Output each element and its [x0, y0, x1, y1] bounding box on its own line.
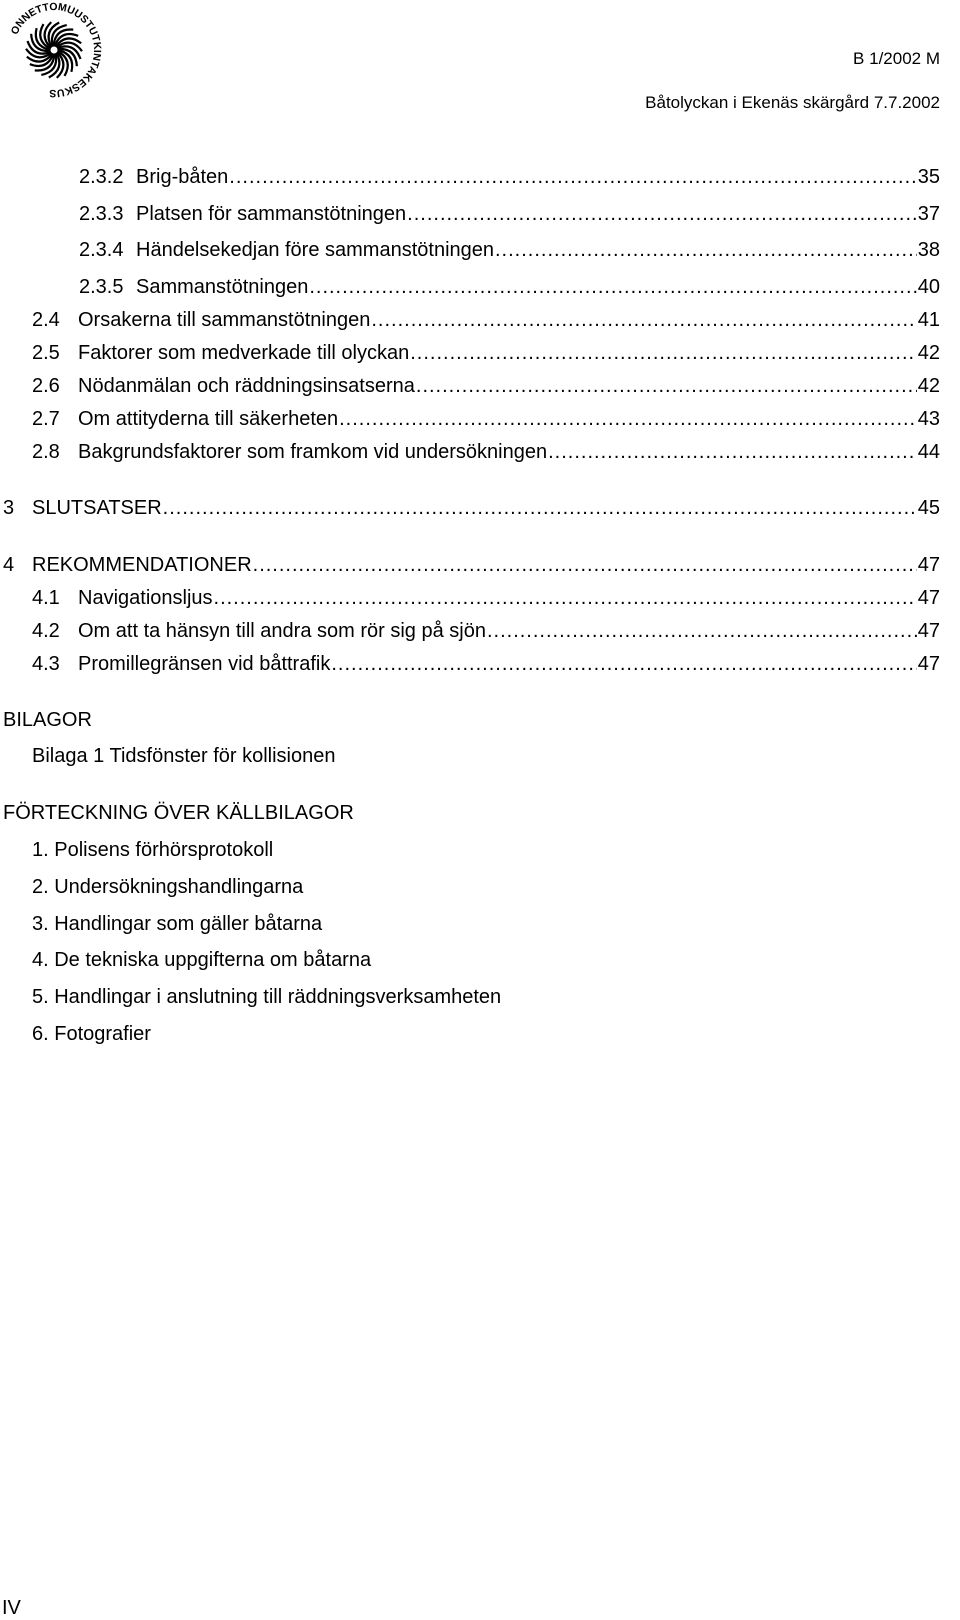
toc-entry	[3, 497, 940, 520]
toc-leader	[339, 408, 917, 431]
toc-leader	[309, 276, 916, 299]
source-item: 3. Handlingar som gäller båtarna	[32, 913, 323, 935]
toc-entry	[79, 166, 940, 189]
toc-number: 3	[3, 497, 15, 519]
toc-title: Om att ta hänsyn till andra som rör sig på sjön	[78, 620, 486, 642]
toc-title: Navigationsljus	[78, 587, 213, 609]
toc-page: 44	[917, 441, 940, 463]
toc-leader	[416, 375, 917, 398]
toc-title: Händelsekedjan före sammanstötningen	[136, 239, 494, 261]
toc-entry	[79, 239, 940, 262]
toc-number: 4.2	[32, 620, 60, 642]
source-item: 2. Undersökningshandlingarna	[32, 876, 304, 898]
toc-page: 47	[917, 620, 940, 642]
source-item: 5. Handlingar i anslutning till räddningsverksamheten	[32, 986, 502, 1008]
toc-number: 2.8	[32, 441, 60, 463]
toc-page: 41	[917, 309, 940, 331]
toc-entry	[32, 408, 940, 431]
page-number: IV	[2, 1597, 21, 1619]
toc-leader	[214, 587, 917, 610]
toc-title: Platsen för sammanstötningen	[136, 203, 407, 225]
toc-title: Promillegränsen vid båttrafik	[78, 653, 331, 675]
toc-number: 2.4	[32, 309, 60, 331]
toc-number: 4	[3, 554, 15, 576]
toc-page: 45	[917, 497, 940, 519]
toc-entry	[32, 653, 940, 676]
toc-leader	[331, 653, 916, 676]
source-item: 1. Polisens förhörsprotokoll	[32, 839, 274, 861]
appendix-item: Bilaga 1 Tidsfönster för kollisionen	[32, 745, 336, 767]
toc-page: 38	[917, 239, 940, 261]
toc-entry	[79, 203, 940, 226]
agency-logo	[6, 2, 102, 98]
toc-leader	[407, 203, 917, 226]
swirl-emblem	[26, 22, 82, 78]
toc-leader	[487, 620, 917, 643]
toc-entry	[32, 620, 940, 643]
toc-title: Bakgrundsfaktorer som framkom vid undersökningen	[78, 441, 548, 463]
toc-leader	[253, 554, 917, 577]
toc-entry	[32, 309, 940, 332]
toc-number: 2.3.5	[79, 276, 124, 298]
toc-page: 47	[917, 554, 940, 576]
document-subtitle: Båtolyckan i Ekenäs skärgård 7.7.2002	[645, 93, 940, 112]
toc-entry	[3, 554, 940, 577]
toc-title: SLUTSATSER	[32, 497, 162, 519]
toc-leader	[163, 497, 917, 520]
toc-leader	[371, 309, 916, 332]
appendices-heading: BILAGOR	[3, 709, 92, 731]
toc-page: 42	[917, 375, 940, 397]
toc-entry	[32, 441, 940, 464]
toc-page: 35	[917, 166, 940, 188]
sources-heading: FÖRTECKNING ÖVER KÄLLBILAGOR	[3, 802, 354, 824]
logo-ring-text: ONNETTOMUUSTUTKINTAKESKUS	[8, 2, 102, 98]
toc-page: 37	[917, 203, 940, 225]
source-item: 6. Fotografier	[32, 1023, 151, 1045]
toc-title: REKOMMENDATIONER	[32, 554, 252, 576]
toc-leader	[548, 441, 917, 464]
toc-entry	[32, 587, 940, 610]
toc-entry	[32, 375, 940, 398]
toc-title: Nödanmälan och räddningsinsatserna	[78, 375, 415, 397]
document-id: B 1/2002 M	[853, 49, 940, 68]
toc-number: 2.6	[32, 375, 60, 397]
toc-entry	[79, 276, 940, 299]
source-item: 4. De tekniska uppgifterna om båtarna	[32, 949, 372, 971]
toc-number: 2.7	[32, 408, 60, 430]
toc-title: Faktorer som medverkade till olyckan	[78, 342, 410, 364]
toc-page: 43	[917, 408, 940, 430]
toc-number: 4.1	[32, 587, 60, 609]
toc-leader	[229, 166, 916, 189]
toc-title: Sammanstötningen	[136, 276, 309, 298]
toc-page: 47	[917, 587, 940, 609]
toc-number: 2.5	[32, 342, 60, 364]
toc-title: Orsakerna till sammanstötningen	[78, 309, 371, 331]
toc-page: 42	[917, 342, 940, 364]
toc-leader	[410, 342, 917, 365]
toc-entry	[32, 342, 940, 365]
toc-number: 4.3	[32, 653, 60, 675]
toc-number: 2.3.4	[79, 239, 124, 261]
toc-leader	[495, 239, 917, 262]
toc-page: 47	[917, 653, 940, 675]
toc-page: 40	[917, 276, 940, 298]
toc-title: Om attityderna till säkerheten	[78, 408, 339, 430]
toc-number: 2.3.2	[79, 166, 124, 188]
toc-title: Brig-båten	[136, 166, 229, 188]
swirl-center	[50, 46, 58, 54]
toc-number: 2.3.3	[79, 203, 124, 225]
